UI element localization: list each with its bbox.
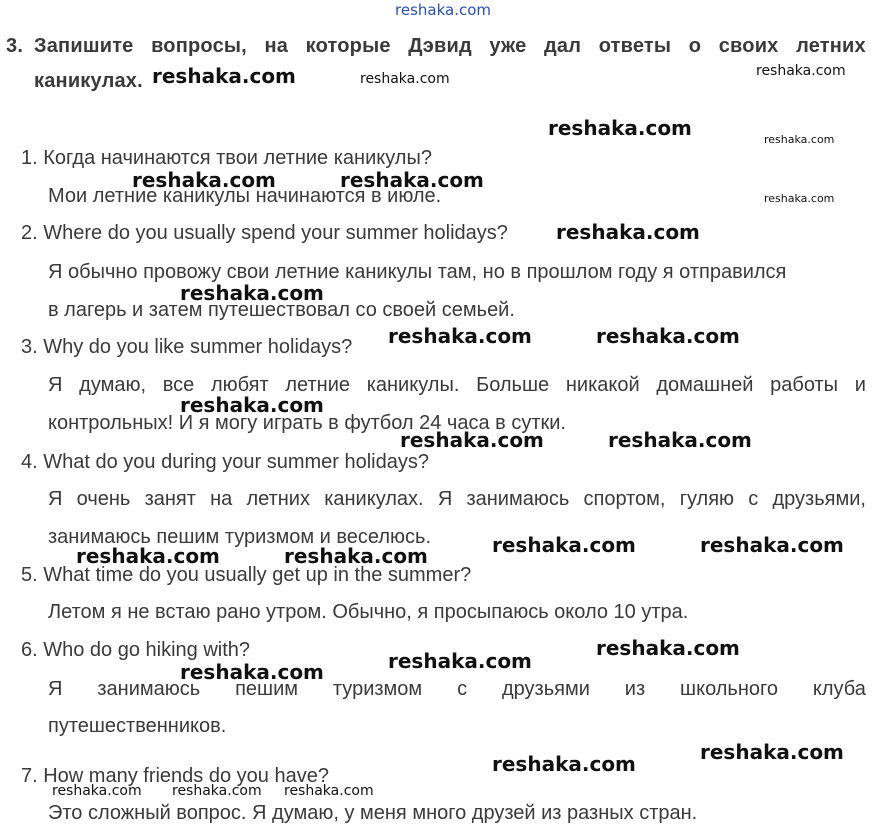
watermark: reshaka.com <box>764 133 835 146</box>
watermark: reshaka.com <box>284 783 374 799</box>
watermark: reshaka.com <box>700 533 844 557</box>
word: своих <box>718 35 779 57</box>
question: 7. How many friends do you have? <box>21 765 329 787</box>
watermark: reshaka.com <box>360 71 450 87</box>
word: работы <box>770 374 839 396</box>
answer-line: занимаюсь пешим туризмом и веселюсь. <box>48 526 431 548</box>
word: все <box>162 374 195 396</box>
word: Я <box>48 678 63 700</box>
watermark: reshaka.com <box>400 428 544 452</box>
watermark: reshaka.com <box>284 544 428 568</box>
word: Я <box>48 488 63 510</box>
word: летних <box>796 35 866 57</box>
answer-line: путешественников. <box>48 715 227 737</box>
answer-line: Это сложный вопрос. Я думаю, у меня много друзей из разных стран. <box>48 802 698 824</box>
watermark: reshaka.com <box>756 63 846 79</box>
watermark: reshaka.com <box>172 783 262 799</box>
word: гуляю <box>679 488 735 510</box>
word: спортом, <box>583 488 666 510</box>
word: на <box>264 35 289 57</box>
watermark: reshaka.com <box>764 192 835 205</box>
word: домашней <box>656 374 754 396</box>
word: занят <box>144 488 196 510</box>
watermark: reshaka.com <box>596 636 740 660</box>
word: на <box>210 488 233 510</box>
watermark: reshaka.com <box>180 393 324 417</box>
watermark: reshaka.com <box>388 649 532 673</box>
word: с <box>457 678 468 700</box>
word: из <box>624 678 646 700</box>
answer-line <box>48 375 866 395</box>
word: Я <box>48 374 63 396</box>
question: 3. Why do you like summer holidays? <box>21 336 353 358</box>
watermark: reshaka.com <box>388 324 532 348</box>
word: думаю, <box>79 374 147 396</box>
answer-line: Летом я не встаю рано утром. Обычно, я просыпаюсь около 10 утра. <box>48 601 689 623</box>
word: которые <box>305 35 391 57</box>
word: дал <box>544 35 582 57</box>
word: занимаюсь <box>466 488 570 510</box>
watermark: reshaka.com <box>340 168 484 192</box>
watermark: reshaka.com <box>395 1 491 19</box>
word: Дэвид <box>408 35 472 57</box>
question: 4. What do you during your summer holidays? <box>21 451 429 473</box>
watermark: reshaka.com <box>76 544 220 568</box>
word: и <box>854 374 866 396</box>
watermark: reshaka.com <box>152 64 296 88</box>
answer-line: Мои летние каникулы начинаются в июле. <box>48 185 442 207</box>
answer-line <box>48 679 866 699</box>
answer-line <box>48 489 866 509</box>
word: занимаюсь <box>97 678 201 700</box>
question: 6. Who do go hiking with? <box>21 639 251 661</box>
watermark: reshaka.com <box>700 740 844 764</box>
word: каникулы. <box>366 374 460 396</box>
task-text-line-1 <box>34 36 866 56</box>
question: 2. Where do you usually spend your summer holidays? <box>21 222 508 244</box>
word: летних <box>246 488 310 510</box>
word: ответы <box>598 35 672 57</box>
word: школьного <box>680 678 778 700</box>
answer-line: в лагерь и затем путешествовал со своей семьей. <box>48 299 515 321</box>
word: каникулах. <box>324 488 424 510</box>
watermark: reshaka.com <box>608 428 752 452</box>
watermark: reshaka.com <box>492 533 636 557</box>
word: вопросы, <box>151 35 247 57</box>
task-text-line-2: каникулах. <box>34 70 143 92</box>
question: 5. What time do you usually get up in the summer? <box>21 564 472 586</box>
watermark: reshaka.com <box>596 324 740 348</box>
word: любят <box>210 374 269 396</box>
word: уже <box>489 35 527 57</box>
word: туризмом <box>332 678 423 700</box>
word: летние <box>285 374 350 396</box>
watermark: reshaka.com <box>492 752 636 776</box>
watermark: reshaka.com <box>52 783 142 799</box>
word: пешим <box>235 678 298 700</box>
answer-line: контрольных! И я могу играть в футбол 24 часа в сутки. <box>48 412 566 434</box>
watermark: reshaka.com <box>180 281 324 305</box>
word: никакой <box>565 374 640 396</box>
word: Я <box>437 488 453 510</box>
watermark: reshaka.com <box>548 116 692 140</box>
task-number: 3. <box>6 35 24 57</box>
word: клуба <box>812 678 866 700</box>
watermark: reshaka.com <box>556 220 700 244</box>
watermark: reshaka.com <box>180 660 324 684</box>
word: друзьями, <box>772 488 866 510</box>
answer-line: Я обычно провожу свои летние каникулы там, но в прошлом году я отправился <box>48 261 787 283</box>
word: Больше <box>476 374 550 396</box>
word: Запишите <box>34 35 134 57</box>
word: друзьями <box>501 678 590 700</box>
word: очень <box>76 488 131 510</box>
watermark: reshaka.com <box>132 168 276 192</box>
question: 1. Когда начинаются твои летние каникулы? <box>21 147 432 169</box>
word: с <box>748 488 759 510</box>
word: о <box>688 35 702 57</box>
